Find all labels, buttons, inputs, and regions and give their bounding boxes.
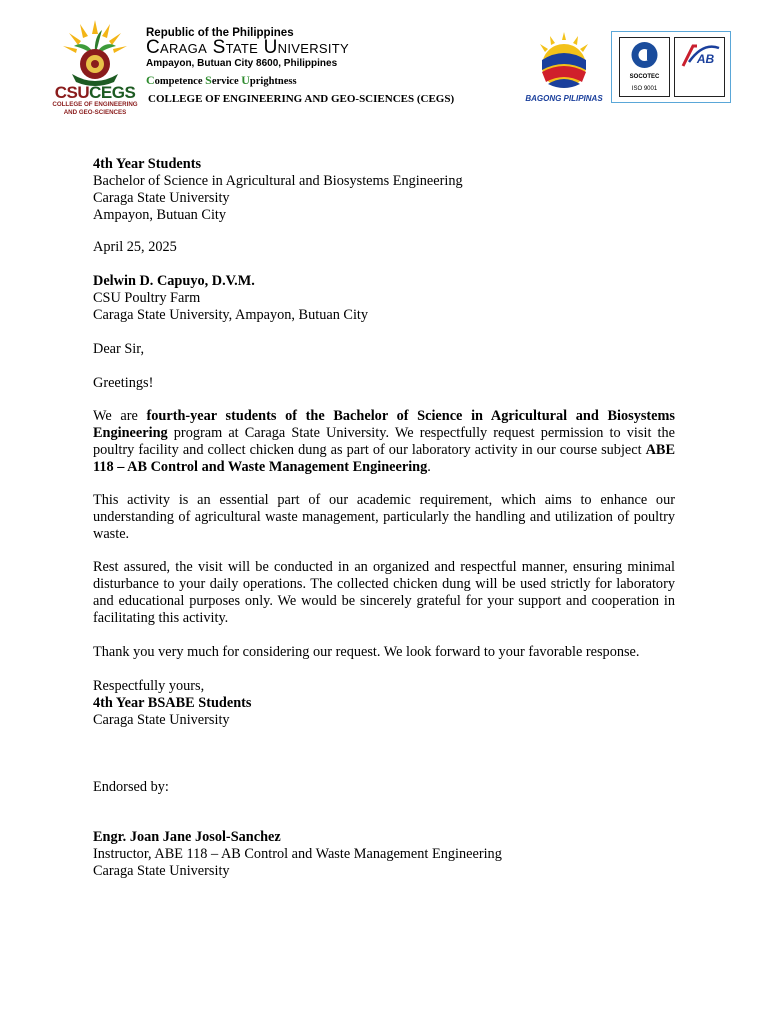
motto-initial: C	[146, 73, 155, 87]
ab-certificate	[674, 37, 725, 97]
date-text: April 25, 2025	[93, 239, 177, 255]
socotec-standard: ISO 9001	[631, 86, 658, 92]
endorsed-label-text: Endorsed by:	[93, 779, 169, 795]
motto-initial: U	[241, 73, 250, 87]
sender-line: Bachelor of Science in Agricultural and Biosystems Engineering	[93, 173, 463, 189]
motto-word: prightness	[249, 76, 297, 87]
p1-bold: Engineering	[93, 425, 168, 441]
socotec-logo-icon	[620, 38, 669, 74]
p1-text: We are	[93, 408, 147, 424]
endorser-name: Engr. Joan Jane Josol-Sanchez	[93, 829, 281, 845]
cegs-emblem-icon	[50, 16, 140, 86]
letterhead-address: Ampayon, Butuan City 8600, Philippines	[146, 58, 338, 69]
paragraph-3	[93, 559, 675, 627]
p3-text: minimal disturbance to your daily operations. The collected chicken dung will be used strictly	[93, 559, 675, 592]
p4-text: Thank you very much for considering our request. We look forward to your favorable response.	[93, 644, 640, 660]
recipient-block	[93, 273, 675, 324]
greeting	[93, 375, 675, 392]
p1-text: subject	[601, 442, 646, 458]
endorsed-label	[93, 779, 675, 796]
recipient-name: Delwin D. Capuyo, D.V.M.	[93, 273, 255, 289]
letterhead-college: COLLEGE OF ENGINEERING AND GEO-SCIENCES (CEGS)	[148, 93, 455, 105]
closing-signatory: 4th Year BSABE Students	[93, 695, 252, 711]
cegs-logo-caption-1: COLLEGE OF ENGINEERING	[52, 101, 138, 108]
motto-word: ompetence	[154, 76, 206, 87]
letter-date	[93, 239, 675, 256]
sender-block	[93, 156, 675, 224]
bagong-pilipinas-emblem-icon	[520, 30, 608, 96]
closing-line: Respectfully yours,	[93, 678, 205, 694]
recipient-line: CSU Poultry Farm	[93, 290, 201, 306]
bagong-pilipinas-text: BAGONG PILIPINAS	[525, 94, 603, 103]
cegs-logo-text	[50, 84, 140, 116]
sender-line: Caraga State University	[93, 190, 230, 206]
p1-text: the poultry facility and collect chicken dung as part of our laboratory activity in our course	[93, 425, 676, 458]
p1-text: .	[427, 459, 431, 475]
p3-text: Rest assured, the visit will be conducted in an organized and respectful manner, ensuring	[93, 559, 623, 575]
p1-bold: fourth-year students of the Bachelor of Science in Agricultural and Biosystems	[146, 408, 676, 424]
salutation	[93, 341, 675, 358]
paragraph-4	[93, 644, 675, 661]
motto-initial: S	[205, 73, 212, 87]
letterhead-motto	[146, 73, 297, 88]
letterhead-republic: Republic of the Philippines	[146, 27, 294, 39]
endorser-block	[93, 829, 675, 880]
motto-word: ervice	[211, 76, 242, 87]
socotec-certificate	[619, 37, 670, 97]
p3-text: and cooperation in facilitating this activity.	[93, 593, 675, 626]
certification-box	[611, 31, 731, 103]
p1-text: program at Caraga State University. We respectfully request permission to visit	[167, 425, 652, 441]
cegs-logo-csu: CSU	[54, 83, 90, 102]
p3-text: for laboratory and educational purposes only. We would be sincerely grateful for your support	[93, 576, 675, 609]
ab-name: AB	[696, 52, 715, 66]
sender-line: Ampayon, Butuan City	[93, 207, 227, 223]
endorser-title: Instructor, ABE 118 – AB Control and Waste Management Engineering	[93, 846, 502, 862]
paragraph-1	[93, 408, 675, 476]
closing-line: Caraga State University	[93, 712, 230, 728]
socotec-name: SOCOTEC	[629, 74, 660, 80]
p2-text: understanding of agricultural waste management, particularly the handling and utilization of	[93, 509, 630, 525]
greeting-text: Greetings!	[93, 375, 154, 391]
cegs-logo-wordmark	[50, 84, 140, 101]
cegs-logo-caption-2: AND GEO-SCIENCES	[63, 108, 127, 116]
cegs-logo-cegs: CEGS	[89, 83, 136, 102]
sender-line: 4th Year Students	[93, 156, 202, 172]
letterhead-university: Caraga State University	[146, 37, 350, 58]
p2-text: This activity is an essential part of our academic requirement, which aims to enhance our	[93, 492, 675, 508]
endorser-org: Caraga State University	[93, 863, 230, 879]
salutation-text: Dear Sir,	[93, 341, 145, 357]
p1-course: ABE 118 – AB Control and Waste Management Engineering	[93, 442, 676, 475]
closing-block	[93, 678, 675, 729]
paragraph-2	[93, 492, 675, 543]
recipient-line: Caraga State University, Ampayon, Butuan City	[93, 307, 369, 323]
p2-text: poultry waste.	[93, 509, 675, 542]
